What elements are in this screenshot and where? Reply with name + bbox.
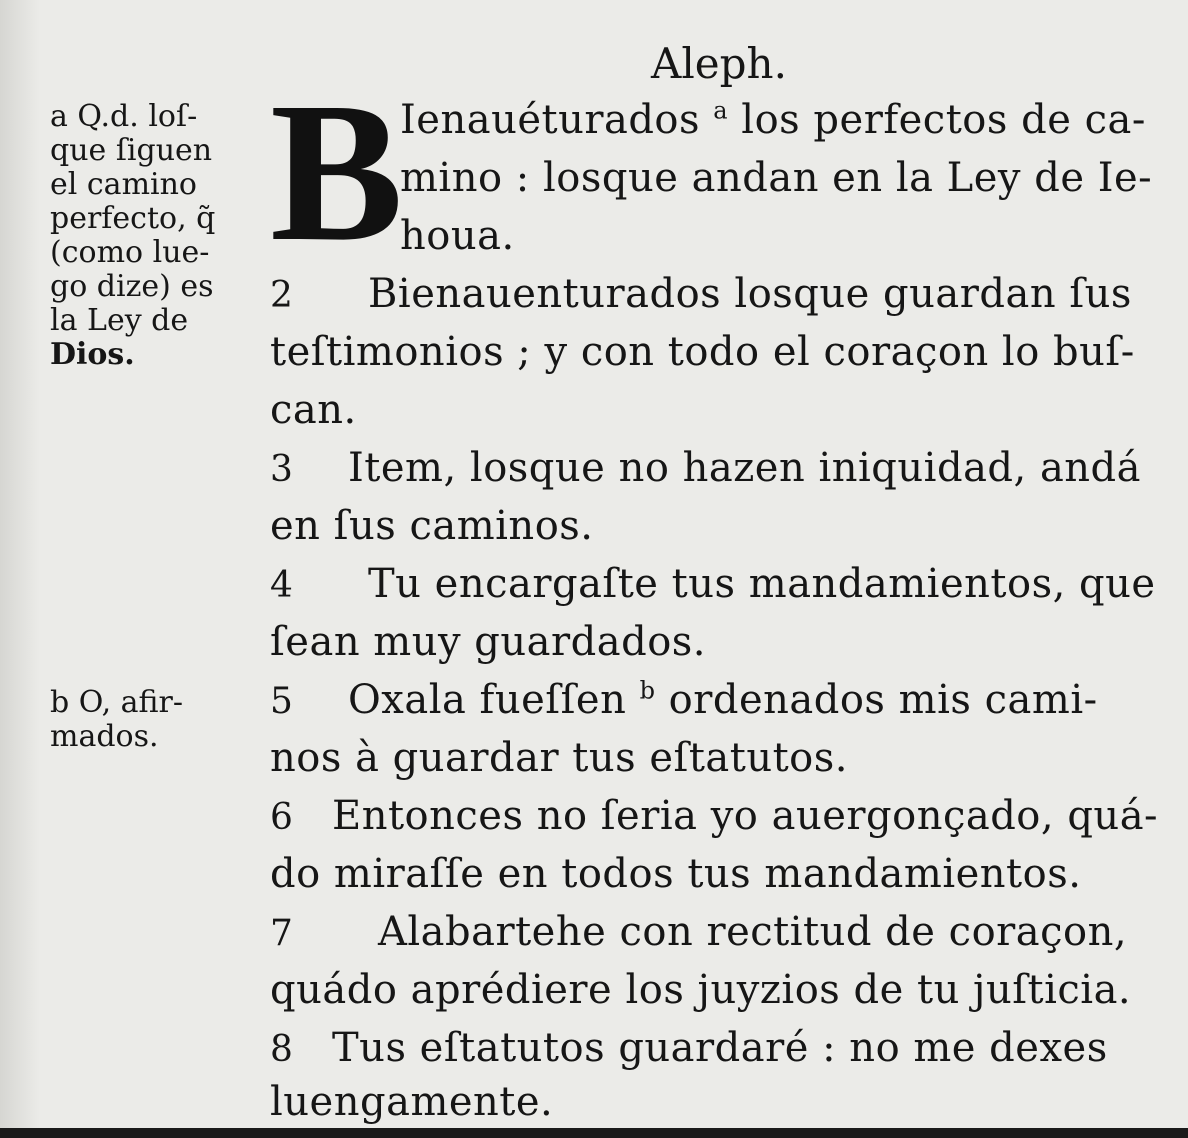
verse-number: 8 [270,1029,294,1070]
margin-note-line: go dize) es [50,269,214,304]
verse-1-line-3: houa. [400,213,515,259]
verse-number: 3 [270,449,294,490]
margin-note-line: que ſiguen [50,133,213,168]
verse-3-line-2: en ſus caminos. [270,503,594,549]
verse-4-line-1 [270,562,1156,608]
verse-number: 2 [270,275,294,316]
footnote-mark-b: b [639,676,656,705]
verse-2-line-2: teſtimonios ; y con todo el coraçon lo buſ- [270,329,1135,375]
verse-7-text: Alabartehe con rectitud de coraçon, [378,909,1128,955]
margin-note-line: b O, afir- [50,685,184,720]
verse-4-line-2: ſean muy guardados. [270,619,707,665]
verse-number: 7 [270,913,294,954]
margin-note-a [50,100,260,372]
verse-8-line-1 [270,1026,1108,1072]
verse-5-line-2: nos à guardar tus eſtatutos. [270,735,848,781]
verse-2-line-1 [270,272,1132,318]
margin-note-line: a Q.d. loſ- [50,99,198,134]
margin-note-b [50,686,260,754]
verse-7-line-2: quádo aprédiere los juyzios de tu juſticia. [270,967,1132,1013]
verse-6-line-1 [270,794,1158,840]
verse-6-text: Entonces no ſeria yo auergonçado, quá- [332,793,1159,839]
footnote-mark-a: a [713,96,729,125]
margin-note-line: Dios. [50,337,135,372]
verse-2-text: Bienauenturados losque guardan ſus [368,271,1132,317]
verse-2-line-3: can. [270,387,357,433]
verse-5-line-1 [270,678,1098,724]
verse-6-line-2: do miraſſe en todos tus mandamientos. [270,851,1082,897]
verse-8-text: Tus eſtatutos guardaré : no me dexes [332,1025,1108,1071]
verse-1-line-2: mino : losque andan en la Ley de Ie- [400,155,1153,201]
verse-3-line-1 [270,446,1141,492]
section-heading: Aleph. [651,39,787,88]
verse-number: 6 [270,797,294,838]
verse-1-text-post: los perfectos de ca- [741,97,1146,143]
verse-number: 5 [270,681,294,722]
margin-note-line: la Ley de [50,303,189,338]
verse-number: 4 [270,565,294,606]
verse-7-line-1 [270,910,1127,956]
page-bottom-edge [0,1128,1188,1138]
drop-cap-letter: B [270,62,404,283]
verse-5-text-pre: Oxala fueſſen [348,677,627,723]
verse-1-text-pre: Ienauéturados [400,97,701,143]
verse-8-line-2: luengamente. [270,1079,554,1125]
margin-note-line: perfecto, q̃ [50,201,216,236]
verse-3-text: Item, losque no hazen iniquidad, andá [348,445,1142,491]
margin-note-line: el camino [50,167,197,202]
margin-note-line: (como lue- [50,235,210,270]
verse-5-text-post: ordenados mis cami- [668,677,1098,723]
margin-note-line: mados. [50,719,159,754]
verse-1-line-1 [400,98,1146,142]
verse-4-text: Tu encargaſte tus mandamientos, que [368,561,1156,607]
page-gutter-shadow [0,0,40,1138]
